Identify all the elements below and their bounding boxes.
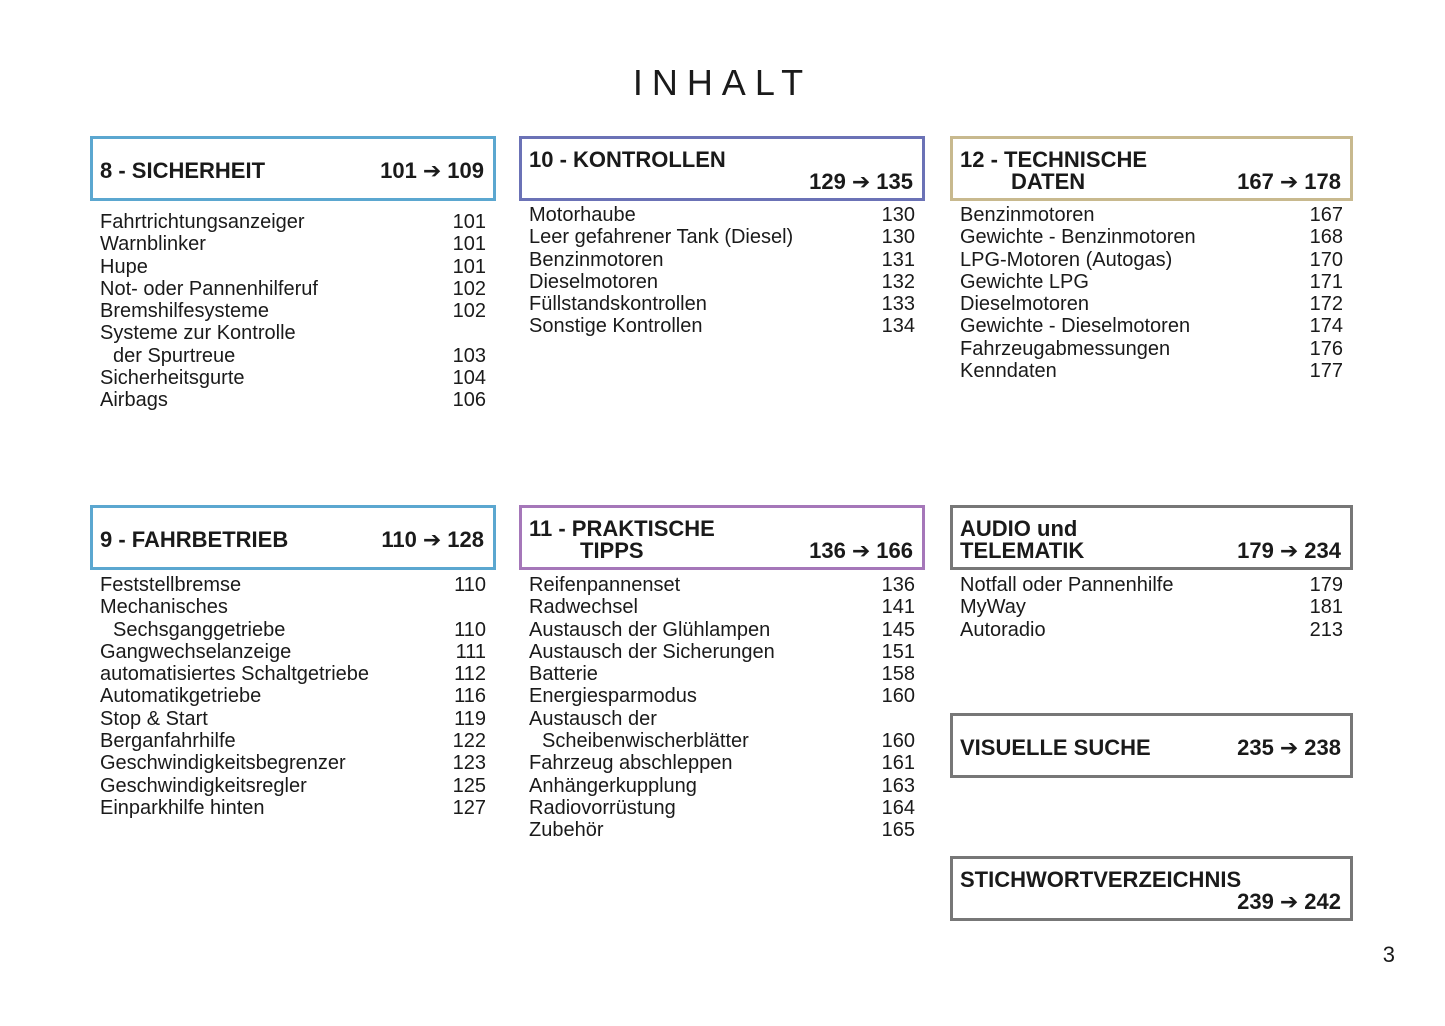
entry-page: 103 xyxy=(452,344,486,367)
list-item[interactable]: Geschwindigkeitsregler 125 xyxy=(100,774,486,797)
list-item[interactable]: Radiovorrüstung 164 xyxy=(529,796,915,819)
list-item[interactable]: Gangwechselanzeige 111 xyxy=(100,640,486,663)
list-item[interactable]: Fahrtrichtungsanzeiger 101 xyxy=(100,211,486,233)
section-sicherheit xyxy=(90,136,496,412)
section-header-sicherheit[interactable] xyxy=(90,136,496,201)
entry-page: 130 xyxy=(881,204,915,226)
range-to: 166 xyxy=(876,538,913,563)
list-item[interactable]: Reifenpannenset 136 xyxy=(529,574,915,596)
list-item[interactable]: Gewichte - Dieselmotoren 174 xyxy=(960,315,1343,338)
list-item[interactable]: Not- oder Pannenhilferuf 102 xyxy=(100,277,486,300)
section-header-fahrbetrieb[interactable] xyxy=(90,505,496,570)
list-item[interactable]: Mechanisches xyxy=(100,596,228,619)
entry-page: 181 xyxy=(1309,596,1343,619)
range-to: 234 xyxy=(1304,538,1341,563)
list-item[interactable]: Dieselmotoren 172 xyxy=(960,293,1343,316)
arrow-right-icon: ➔ xyxy=(422,158,442,183)
entry-page: 174 xyxy=(1309,315,1343,338)
section-title: 10 - KONTROLLEN xyxy=(529,147,726,172)
range-from: 136 xyxy=(809,538,846,563)
page-range xyxy=(381,529,484,551)
page-number: 3 xyxy=(1382,942,1395,967)
entry-page: 106 xyxy=(452,389,486,412)
section-title: 8 - SICHERHEIT xyxy=(100,158,266,183)
entry-page: 132 xyxy=(881,270,915,293)
section-title: 11 - PRAKTISCHE xyxy=(529,516,715,541)
section-title: 9 - FAHRBETRIEB xyxy=(100,527,289,552)
entry-page: 111 xyxy=(455,640,486,663)
entry-page: 151 xyxy=(881,640,915,663)
entry-page: 133 xyxy=(881,293,915,316)
section-technische-daten xyxy=(950,136,1353,382)
range-to: 238 xyxy=(1304,735,1341,760)
list-item[interactable]: Kenndaten 177 xyxy=(960,360,1343,383)
entry-page: 164 xyxy=(881,796,915,819)
entry-page: 168 xyxy=(1309,226,1343,249)
entry-page: 179 xyxy=(1309,574,1343,596)
list-item[interactable]: Anhängerkupplung 163 xyxy=(529,774,915,797)
entry-page: 110 xyxy=(454,618,486,641)
range-from: 101 xyxy=(380,158,417,183)
range-to: 128 xyxy=(447,527,484,552)
list-item[interactable]: Geschwindigkeitsbegrenzer 123 xyxy=(100,752,486,775)
list-item[interactable]: Austausch der xyxy=(529,707,657,730)
section-header-technische-daten[interactable] xyxy=(950,136,1353,201)
entry-page: 127 xyxy=(452,796,486,819)
list-item[interactable]: Motorhaube 130 xyxy=(529,204,915,226)
page-range xyxy=(1237,540,1341,562)
entry-page: 112 xyxy=(454,663,486,686)
list-item[interactable]: Bremshilfesysteme 102 xyxy=(100,300,486,323)
list-item[interactable]: Fahrzeug abschleppen 161 xyxy=(529,752,915,775)
list-item[interactable]: Notfall oder Pannenhilfe 179 xyxy=(960,574,1343,596)
entry-page: 167 xyxy=(1309,204,1343,226)
page-range xyxy=(1237,737,1341,759)
entry-page: 171 xyxy=(1309,270,1343,293)
list-item[interactable]: Zubehör 165 xyxy=(529,819,915,842)
section-audio-telematik xyxy=(950,505,1353,641)
entry-page: 104 xyxy=(452,367,486,390)
list-item[interactable]: Leer gefahrener Tank (Diesel) 130 xyxy=(529,226,915,249)
page-range xyxy=(809,540,913,562)
list-item[interactable]: Radwechsel 141 xyxy=(529,596,915,619)
entry-page: 123 xyxy=(452,752,486,775)
list-item[interactable]: Benzinmotoren 167 xyxy=(960,204,1343,226)
entry-page: 101 xyxy=(452,233,486,256)
arrow-right-icon: ➔ xyxy=(1279,169,1299,194)
entry-list xyxy=(950,574,1353,641)
section-praktische-tipps xyxy=(519,505,925,842)
list-item[interactable]: Autoradio 213 xyxy=(960,618,1343,641)
list-item[interactable]: Austausch der Glühlampen 145 xyxy=(529,618,915,641)
section-header-audio-telematik[interactable] xyxy=(950,505,1353,570)
range-to: 242 xyxy=(1304,889,1341,914)
list-item[interactable]: der Spurtreue 103 xyxy=(113,344,486,367)
list-item[interactable]: LPG-Motoren (Autogas) 170 xyxy=(960,248,1343,271)
entry-page: 136 xyxy=(881,574,915,596)
list-item[interactable]: Sicherheitsgurte 104 xyxy=(100,367,486,390)
section-header-stichwortverzeichnis[interactable] xyxy=(950,856,1353,921)
list-item[interactable]: Berganfahrhilfe 122 xyxy=(100,730,486,753)
arrow-right-icon: ➔ xyxy=(851,538,871,563)
list-item[interactable]: Einparkhilfe hinten 127 xyxy=(100,796,486,819)
entry-page: 160 xyxy=(881,685,915,708)
range-to: 178 xyxy=(1304,169,1341,194)
arrow-right-icon: ➔ xyxy=(851,169,871,194)
section-title-line2: TIPPS xyxy=(580,538,644,563)
section-title: STICHWORTVERZEICHNIS xyxy=(960,867,1242,892)
page-range xyxy=(809,171,913,193)
section-kontrollen xyxy=(519,136,925,338)
arrow-right-icon: ➔ xyxy=(1279,538,1299,563)
section-title-line2: DATEN xyxy=(1011,169,1086,194)
entry-page: 161 xyxy=(881,752,915,775)
entry-list xyxy=(90,211,496,412)
list-item[interactable]: automatisiertes Schaltgetriebe 112 xyxy=(100,663,486,686)
entry-list xyxy=(950,204,1353,382)
section-stichwortverzeichnis xyxy=(950,856,1353,921)
section-title: VISUELLE SUCHE xyxy=(960,735,1151,760)
range-to: 135 xyxy=(876,169,913,194)
page-title: INHALT xyxy=(632,62,813,103)
page-range xyxy=(1237,171,1341,193)
range-from: 167 xyxy=(1237,169,1274,194)
entry-page: 170 xyxy=(1309,248,1343,271)
section-title: 12 - TECHNISCHE xyxy=(960,147,1148,172)
list-item[interactable]: Systeme zur Kontrolle xyxy=(100,322,296,345)
entry-page: 160 xyxy=(881,730,915,753)
entry-page: 130 xyxy=(881,226,915,249)
entry-page: 172 xyxy=(1309,293,1343,316)
list-item[interactable]: Hupe 101 xyxy=(100,255,486,278)
list-item[interactable]: Gewichte - Benzinmotoren 168 xyxy=(960,226,1343,249)
entry-page: 145 xyxy=(881,618,915,641)
entry-list xyxy=(519,574,925,842)
entry-page: 116 xyxy=(454,685,486,708)
list-item[interactable]: Batterie 158 xyxy=(529,663,915,686)
range-to: 109 xyxy=(447,158,484,183)
range-from: 239 xyxy=(1237,889,1274,914)
list-item[interactable]: Energiesparmodus 160 xyxy=(529,685,915,708)
range-from: 129 xyxy=(809,169,846,194)
entry-page: 158 xyxy=(881,663,915,686)
entry-page: 122 xyxy=(452,730,486,753)
list-item[interactable]: Fahrzeugabmessungen 176 xyxy=(960,337,1343,360)
list-item[interactable]: Gewichte LPG 171 xyxy=(960,270,1343,293)
range-from: 235 xyxy=(1237,735,1274,760)
list-item[interactable]: MyWay 181 xyxy=(960,596,1343,619)
entry-list xyxy=(90,574,496,819)
arrow-right-icon: ➔ xyxy=(1279,889,1299,914)
page-range xyxy=(1237,891,1341,913)
section-visuelle-suche xyxy=(950,713,1353,778)
list-item[interactable]: Airbags 106 xyxy=(100,389,486,412)
range-from: 179 xyxy=(1237,538,1274,563)
list-item[interactable]: Warnblinker 101 xyxy=(100,233,486,256)
list-item[interactable]: Scheibenwischerblätter 160 xyxy=(542,730,915,753)
list-item[interactable]: Stop & Start 119 xyxy=(100,707,486,730)
section-title: AUDIO und xyxy=(960,516,1078,541)
list-item[interactable]: Füllstandskontrollen 133 xyxy=(529,293,915,316)
section-header-kontrollen[interactable] xyxy=(519,136,925,201)
entry-page: 134 xyxy=(881,315,915,338)
section-title-line2: TELEMATIK xyxy=(960,538,1085,563)
entry-page: 131 xyxy=(881,248,915,271)
arrow-right-icon: ➔ xyxy=(422,527,442,552)
entry-page: 102 xyxy=(452,300,486,323)
list-item[interactable]: Sonstige Kontrollen 134 xyxy=(529,315,915,338)
entry-page: 177 xyxy=(1309,360,1343,383)
entry-list xyxy=(519,204,925,338)
entry-page: 102 xyxy=(452,277,486,300)
list-item[interactable]: Austausch der Sicherungen 151 xyxy=(529,640,915,663)
section-fahrbetrieb xyxy=(90,505,496,819)
page-range xyxy=(380,160,484,182)
section-header-visuelle-suche[interactable] xyxy=(950,713,1353,778)
entry-page: 110 xyxy=(454,574,486,596)
entry-page: 163 xyxy=(881,774,915,797)
list-item[interactable]: Benzinmotoren 131 xyxy=(529,248,915,271)
arrow-right-icon: ➔ xyxy=(1279,735,1299,760)
range-from: 110 xyxy=(381,527,417,552)
entry-page: 176 xyxy=(1309,337,1343,360)
entry-page: 119 xyxy=(454,707,486,730)
list-item[interactable]: Feststellbremse 110 xyxy=(100,574,486,596)
entry-page: 141 xyxy=(881,596,915,619)
entry-page: 213 xyxy=(1309,618,1343,641)
entry-page: 101 xyxy=(452,211,486,233)
list-item[interactable]: Automatikgetriebe 116 xyxy=(100,685,486,708)
section-header-praktische-tipps[interactable] xyxy=(519,505,925,570)
entry-page: 125 xyxy=(452,774,486,797)
entry-page: 165 xyxy=(881,819,915,842)
list-item[interactable]: Dieselmotoren 132 xyxy=(529,270,915,293)
list-item[interactable]: Sechsganggetriebe 110 xyxy=(113,618,486,641)
entry-page: 101 xyxy=(452,255,486,278)
